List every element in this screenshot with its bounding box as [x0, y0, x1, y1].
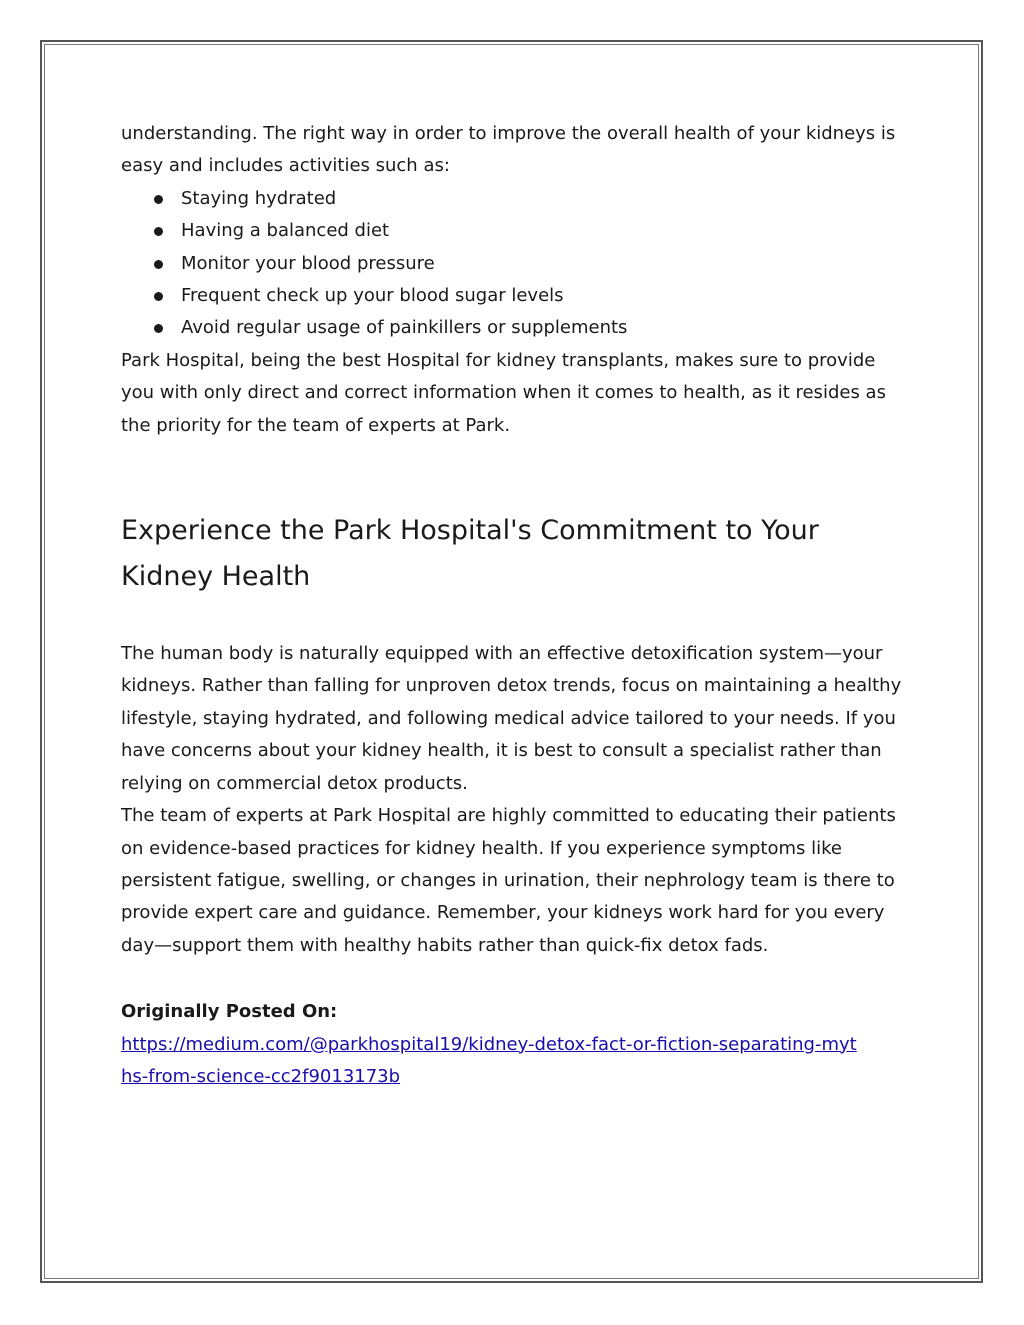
bullet-icon — [154, 260, 163, 269]
bullet-icon — [154, 195, 163, 204]
list-item — [121, 183, 911, 215]
bullet-icon — [154, 324, 163, 333]
document-content — [121, 118, 911, 1093]
posted-on-label: Originally Posted On: — [121, 1001, 338, 1023]
body-paragraph-2: The team of experts at Park Hospital are highly committed to educating their patients on evidence-based practices for kidney health. If you experience symptoms like persistent fatigue, swelling, or changes in urination, their nephrology team is there to provide expert care and guidance. Remember, your kidneys work hard for you every day—support them with healthy habits rather than quick-fix detox fads. — [121, 805, 896, 956]
source-block — [121, 996, 911, 1093]
list-item — [121, 312, 911, 344]
section-body — [121, 638, 911, 962]
list-item — [121, 215, 911, 247]
list-item-text: Monitor your blood pressure — [181, 252, 435, 274]
tips-list — [121, 183, 911, 345]
list-item-text: Staying hydrated — [181, 187, 337, 209]
body-paragraph-1: The human body is naturally equipped with an effective detoxification system—your kidneys. Rather than falling for unproven detox trends, focus on maintaining a healthy lifestyle, staying hydrated, and following medical advice tailored to your needs. If you have concerns about your kidney health, it is best to consult a specialist rather than relying on commercial detox products. — [121, 643, 902, 794]
list-item-text: Having a balanced diet — [181, 220, 390, 242]
closing-paragraph: Park Hospital, being the best Hospital for kidney transplants, makes sure to provide you with only direct and correct information when it comes to health, as it resides as the priority for the team of experts at Park. — [121, 349, 886, 436]
list-item — [121, 248, 911, 280]
list-item-text: Avoid regular usage of painkillers or supplements — [181, 317, 628, 339]
bullet-icon — [154, 292, 163, 301]
list-item-text: Frequent check up your blood sugar levels — [181, 285, 564, 307]
bullet-icon — [154, 227, 163, 236]
section-heading: Experience the Park Hospital's Commitment to Your Kidney Health — [121, 515, 819, 593]
source-link[interactable]: https://medium.com/@parkhospital19/kidney-detox-fact-or-fiction-separating-myths-from-science-cc2f9013173b — [121, 1033, 857, 1087]
intro-paragraph: understanding. The right way in order to improve the overall health of your kidneys is easy and includes activities such as: — [121, 123, 896, 177]
list-item — [121, 280, 911, 312]
